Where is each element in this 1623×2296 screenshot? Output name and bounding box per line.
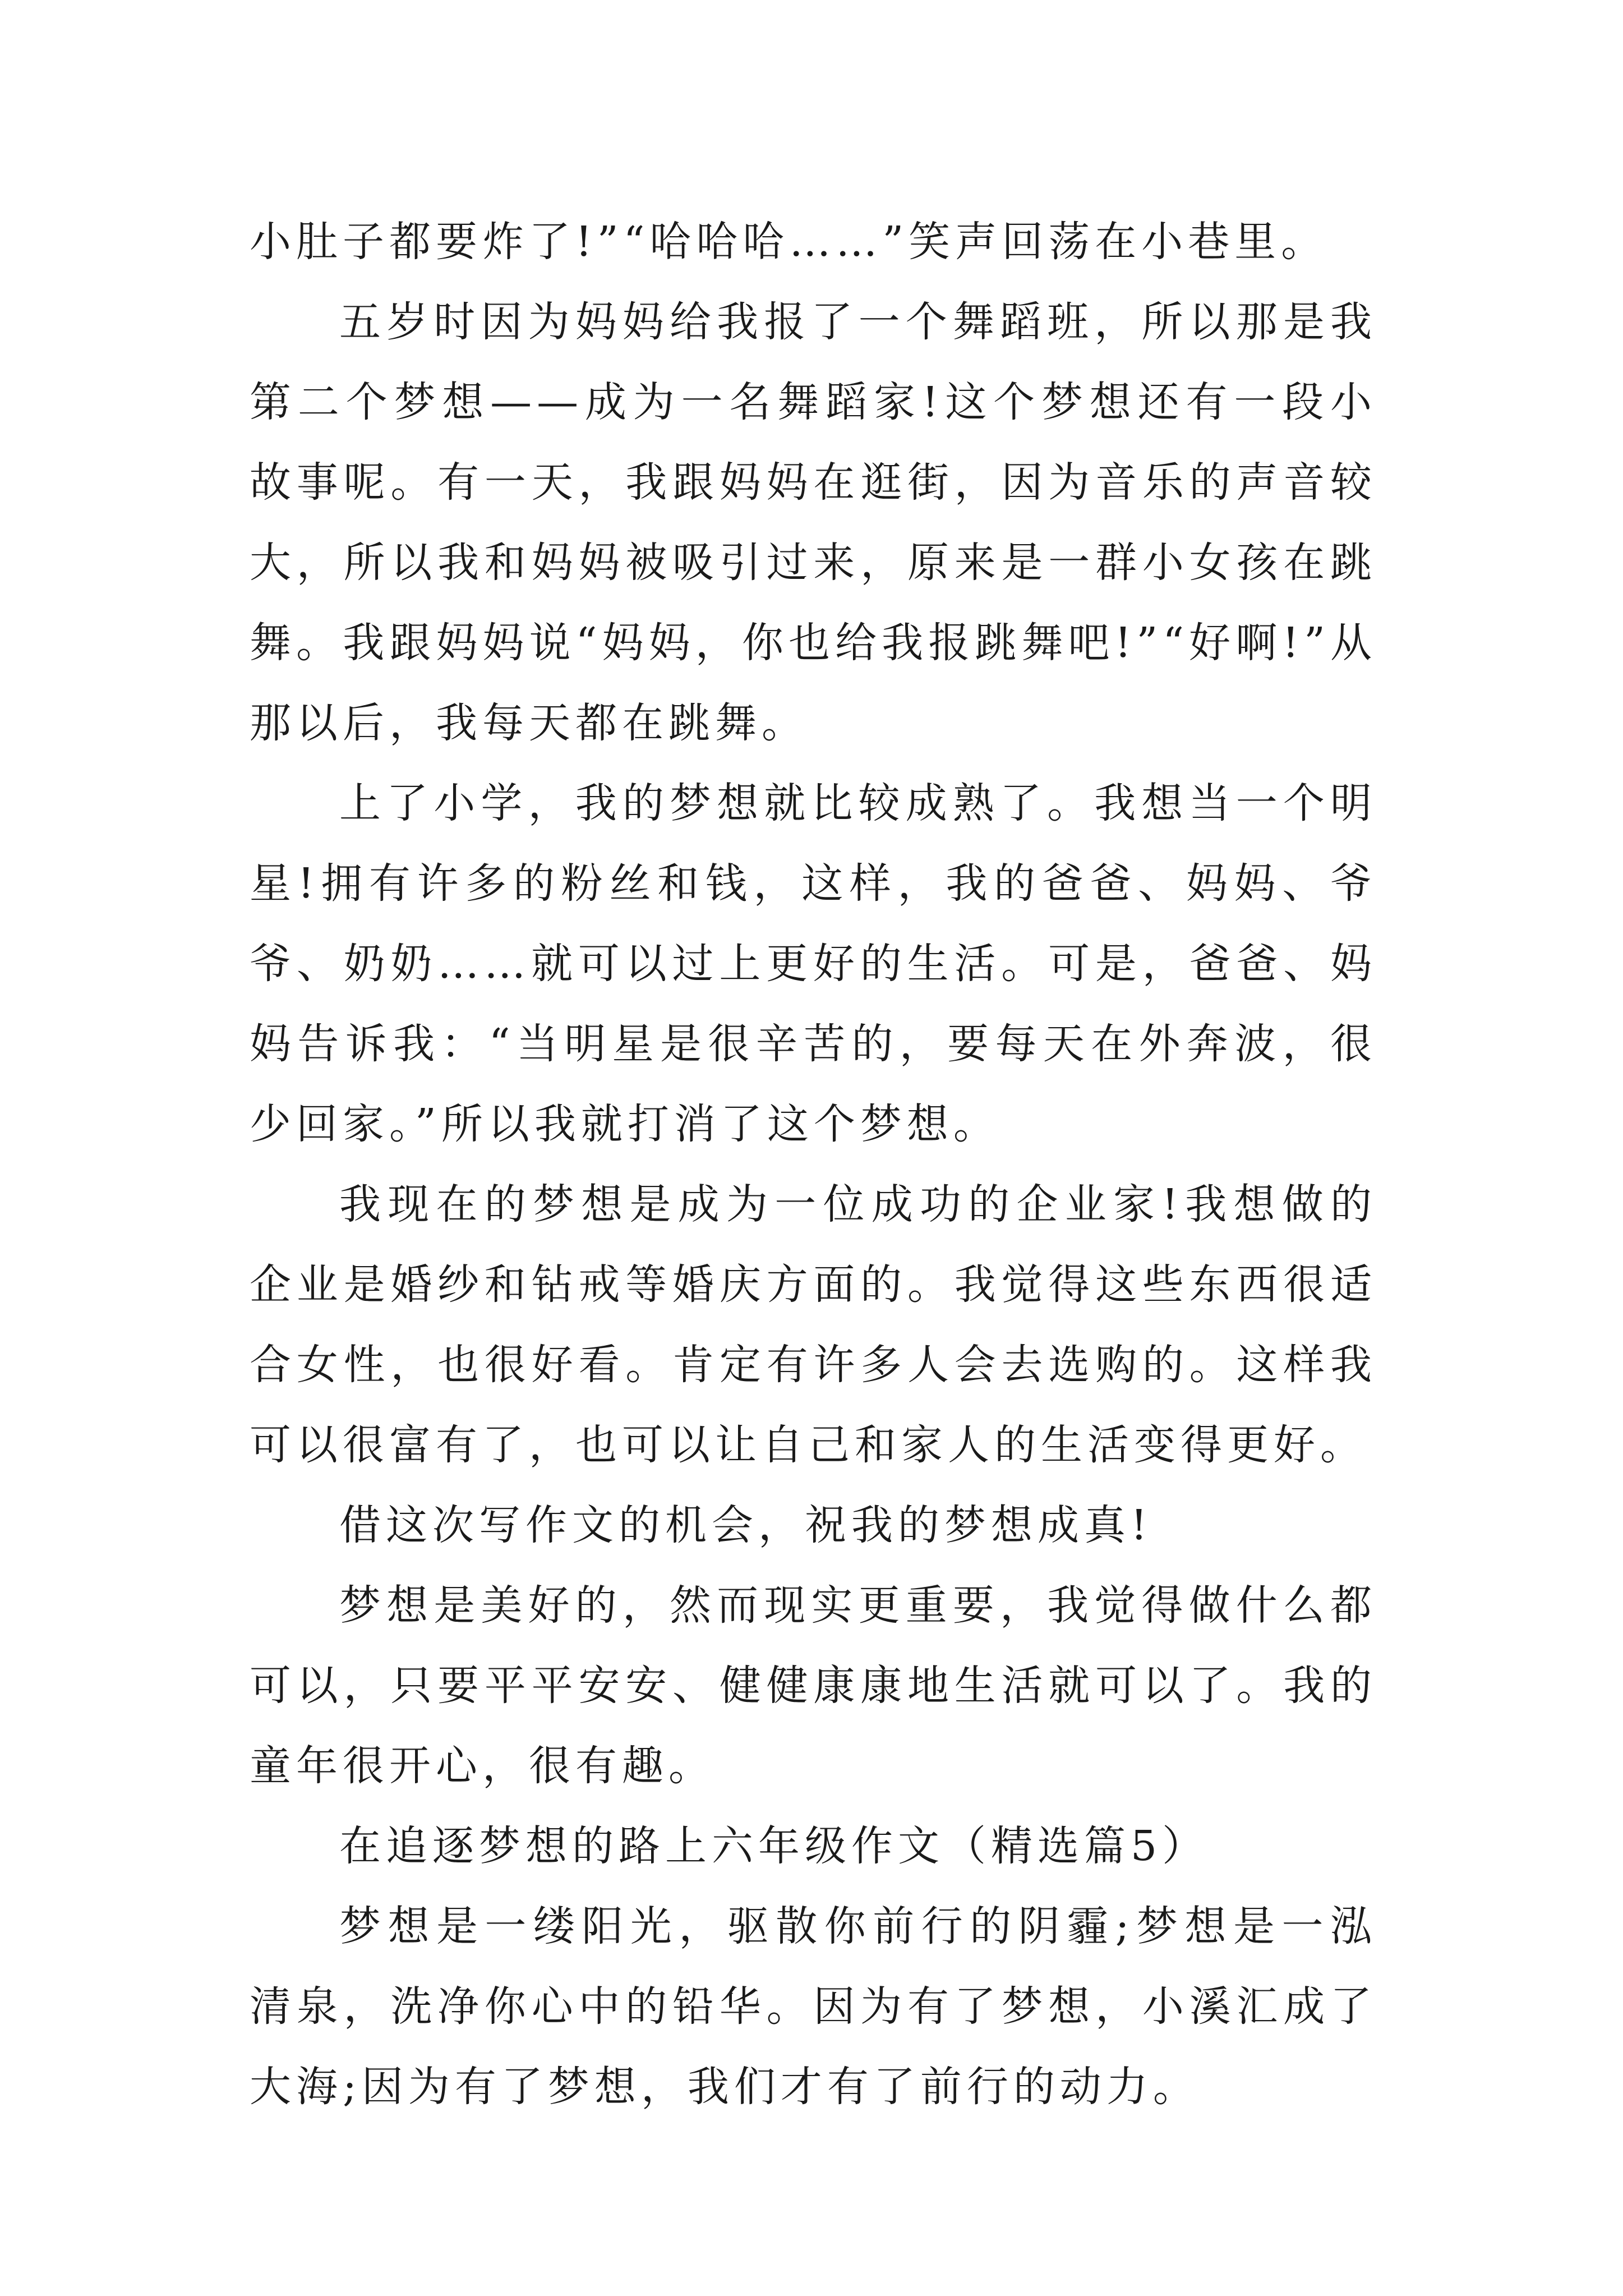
paragraph-conclusion: 梦想是美好的，然而现实更重要，我觉得做什么都可以，只要平平安安、健健康康地生活就可以了。我的童年很开心，很有趣。 — [250, 1581, 1377, 1790]
paragraph-entrepreneur-dream: 我现在的梦想是成为一位成功的企业家!我想做的企业是婚纱和钻戒等婚庆方面的。我觉得这些东西很适合女性，也很好看。肯定有许多人会去选购的。这样我可以很富有了，也可以让自己和家人的生活变得更好。 — [250, 1180, 1377, 1469]
paragraph-continued: 小肚子都要炸了!”“哈哈哈……”笑声回荡在小巷里。 — [250, 218, 1328, 266]
paragraph-star-dream: 上了小学，我的梦想就比较成熟了。我想当一个明星!拥有许多的粉丝和钱，这样，我的爸爸、妈妈、爷爷、奶奶……就可以过上更好的生活。可是，爸爸、妈妈告诉我：“当明星是很辛苦的，要每天在外奔波，很少回家。”所以我就打消了这个梦想。 — [250, 779, 1377, 1148]
paragraph-wish: 借这次写作文的机会，祝我的梦想成真! — [339, 1501, 1152, 1549]
essay-title: 在追逐梦想的路上六年级作文（精选篇5） — [339, 1822, 1209, 1870]
paragraph-dream-intro: 梦想是一缕阳光，驱散你前行的阴霾;梦想是一泓清泉，洗净你心中的铅华。因为有了梦想，小溪汇成了大海;因为有了梦想，我们才有了前行的动力。 — [250, 1902, 1377, 2111]
essay-body — [250, 202, 1377, 2127]
paragraph-dance-dream: 五岁时因为妈妈给我报了一个舞蹈班，所以那是我第二个梦想——成为一名舞蹈家!这个梦想还有一段小故事呢。有一天，我跟妈妈在逛街，因为音乐的声音较大，所以我和妈妈被吸引过来，原来是一群小女孩在跳舞。我跟妈妈说“妈妈，你也给我报跳舞吧!”“好啊!”从那以后，我每天都在跳舞。 — [250, 298, 1377, 747]
